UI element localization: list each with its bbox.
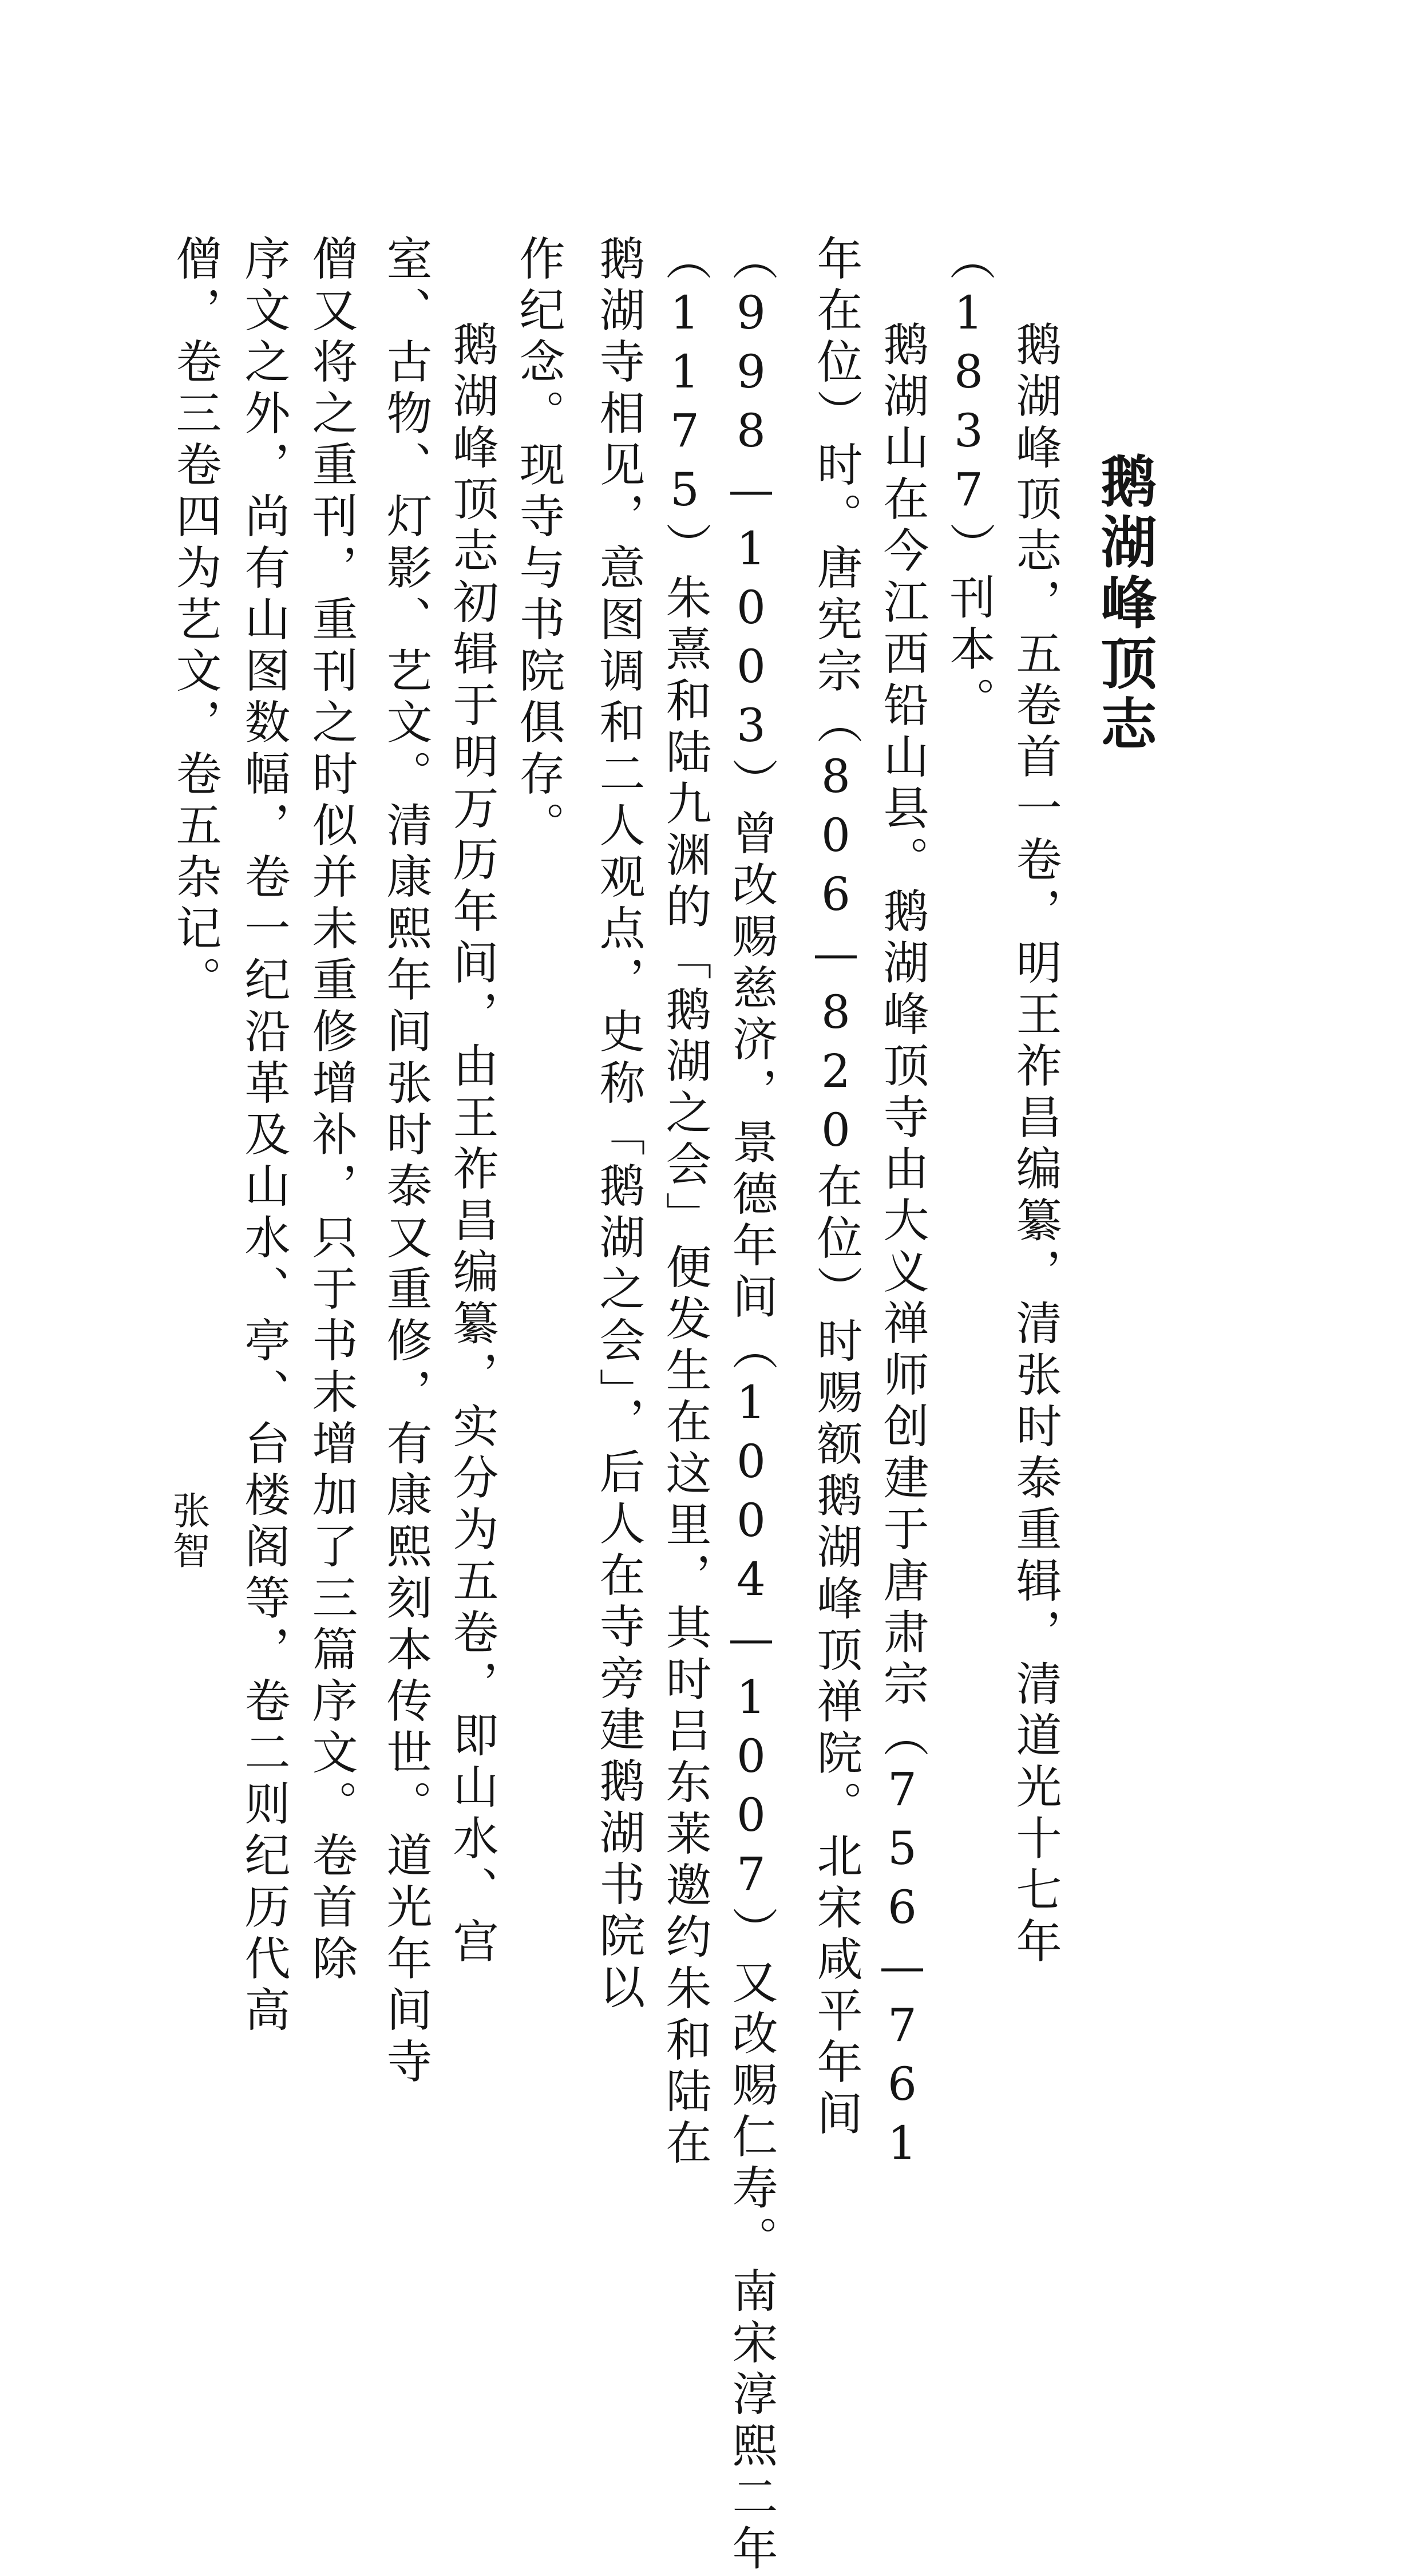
text-column-5: （998—1003）曾改赐慈济，景德年间（1004—1007）又改赐仁寿。南宋淳熙二年 bbox=[725, 235, 778, 2576]
text-column-2: （1837）刊本。 bbox=[942, 235, 995, 728]
text-column-12: 序文之外，尚有山图数幅，卷一纪沿革及山水、亭、台楼阁等，卷二则纪历代高 bbox=[237, 235, 290, 2037]
text-column-6: （1175）朱熹和陆九渊的「鹅湖之会」便发生在这里，其时吕东莱邀约朱和陆在 bbox=[658, 235, 711, 2170]
text-column-3: 鹅湖山在今江西铅山县。鹅湖峰顶寺由大义禅师创建于唐肃宗（756—761 bbox=[876, 320, 929, 2175]
text-column-7: 鹅湖寺相见，意图调和二人观点，史称「鹅湖之会」，后人在寺旁建鹅湖书院以 bbox=[592, 235, 645, 2015]
text-column-1: 鹅湖峰顶志，五卷首一卷，明王祚昌编纂，清张时泰重辑，清道光十七年 bbox=[1008, 320, 1062, 1969]
document-title: 鹅湖峰顶志 bbox=[1091, 452, 1157, 755]
text-column-9: 鹅湖峰顶志初辑于明万历年间，由王祚昌编纂，实分为五卷，即山水、宫 bbox=[445, 320, 498, 1969]
text-column-4: 年在位）时。唐宪宗（806—820在位）时赐额鹅湖峰顶禅院。北宋咸平年间 bbox=[809, 235, 862, 2141]
text-column-10: 室、古物、灯影、艺文。清康熙年间张时泰又重修，有康熙刻本传世。道光年间寺 bbox=[379, 235, 432, 2089]
author-signature: 张智 bbox=[166, 1491, 210, 1571]
text-column-13: 僧，卷三卷四为艺文，卷五杂记。 bbox=[168, 235, 221, 1007]
text-column-11: 僧又将之重刊，重刊之时似并未重修增补，只于书末增加了三篇序文。卷首除 bbox=[304, 235, 358, 1986]
text-column-8: 作纪念。现寺与书院俱存。 bbox=[512, 235, 565, 853]
